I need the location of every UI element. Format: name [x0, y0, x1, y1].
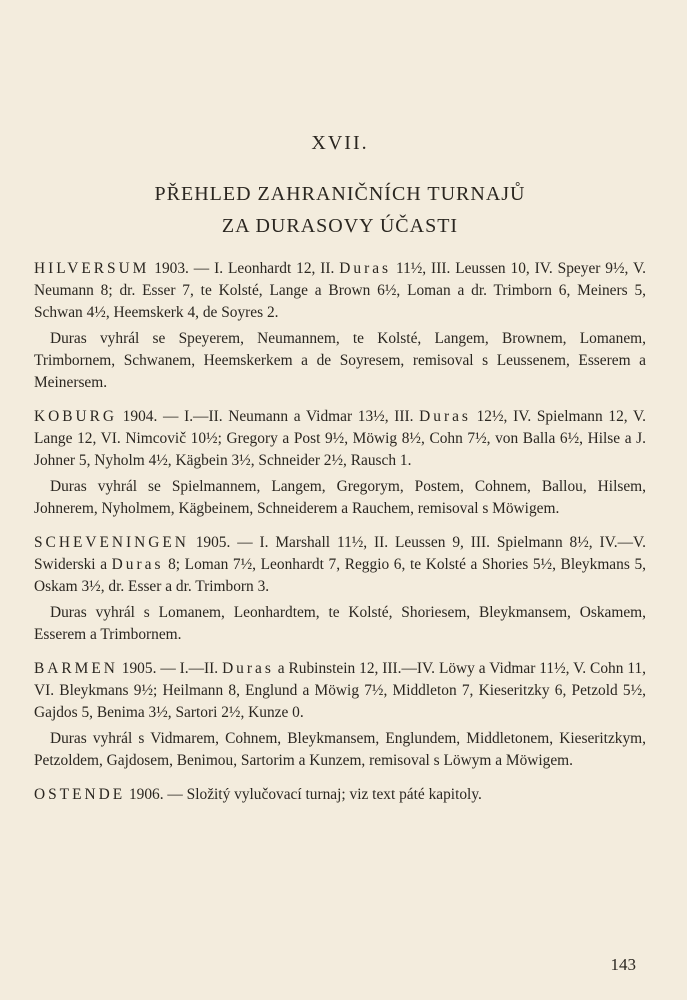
tournament-place: SCHEVENINGEN	[34, 534, 189, 551]
tournament-summary: Duras vyhrál se Spielmannem, Langem, Gregorym, Postem, Cohnem, Ballou, Hilsem, Johnerem, Nyholmem, Kägbeinem, Schneiderem a Rauchem, remisoval s Möwigem.	[34, 478, 646, 517]
duras-name: Duras	[419, 408, 471, 425]
tournament-summary: Duras vyhrál s Lomanem, Leonhardtem, te Kolsté, Shoriesem, Bleykmansem, Oskamem, Esserem a Trimbornem.	[34, 604, 646, 643]
chapter-title	[34, 178, 646, 242]
tournament-place: BARMEN	[34, 660, 118, 677]
tournament-result: OSTENDE 1906. — Složitý vylučovací turnaj; viz text páté kapitoly.	[34, 786, 482, 803]
tournament-result: SCHEVENINGEN 1905. — I. Marshall 11½, II. Leussen 9, III. Spielmann 8½, IV.—V. Swiderski a Duras 8; Loman 7½, Leonhardt 7, Reggio 6, te Kolsté a Shories 5½, Bleykmans 5, Oskam 3½, dr. Esser a dr. Trimborn 3.	[34, 534, 646, 595]
book-page	[34, 0, 646, 1000]
tournament-place: HILVERSUM	[34, 260, 150, 277]
tournament-place: OSTENDE	[34, 786, 126, 803]
tournament-result: HILVERSUM 1903. — I. Leonhardt 12, II. Duras 11½, III. Leussen 10, IV. Speyer 9½, V. Neumann 8; dr. Esser 7, te Kolsté, Lange a Brown 6½, Loman a dr. Trimborn 6, Meiners 5, Schwan 4½, Heemskerk 4, de Soyres 2.	[34, 260, 646, 321]
tournament-result: BARMEN 1905. — I.—II. Duras a Rubinstein 12, III.—IV. Löwy a Vidmar 11½, V. Cohn 11, VI. Bleykmans 9½; Heilmann 8, Englund a Möwig 7½, Middleton 7, Kieseritzky 6, Petzold 5½, Gajdos 5, Benima 3½, Sartori 2½, Kunze 0.	[34, 660, 647, 721]
chapter-number: XVII.	[311, 132, 369, 154]
tournament-summary: Duras vyhrál s Vidmarem, Cohnem, Bleykmansem, Englundem, Middletonem, Kieseritzkym, Petzoldem, Gajdosem, Benimou, Sartorim a Kunzem, remisoval s Löwym a Möwigem.	[34, 730, 646, 769]
duras-name: Duras	[222, 660, 274, 677]
page-number: 143	[610, 955, 636, 974]
tournament-result: KOBURG 1904. — I.—II. Neumann a Vidmar 13½, III. Duras 12½, IV. Spielmann 12, V. Lange 12, VI. Nimcovič 10½; Gregory a Post 9½, Möwig 8½, Cohn 7½, von Balla 6½, Hilse a J. Johner 5, Nyholm 4½, Kägbein 3½, Schneider 2½, Rausch 1.	[34, 408, 647, 469]
chapter-title-line-1: PŘEHLED ZAHRANIČNÍCH TURNAJŮ	[154, 183, 526, 205]
duras-name: Duras	[111, 556, 164, 573]
tournament-summary: Duras vyhrál se Speyerem, Neumannem, te Kolsté, Langem, Brownem, Lomanem, Trimbornem, Schwanem, Heemskerkem a de Soyresem, remisoval s Leussenem, Esserem a Meinersem.	[34, 330, 646, 391]
tournament-place: KOBURG	[34, 408, 117, 425]
chapter-title-line-2: ZA DURASOVY ÚČASTI	[221, 215, 459, 237]
tournament-list	[34, 258, 646, 806]
duras-name: Duras	[339, 260, 392, 277]
